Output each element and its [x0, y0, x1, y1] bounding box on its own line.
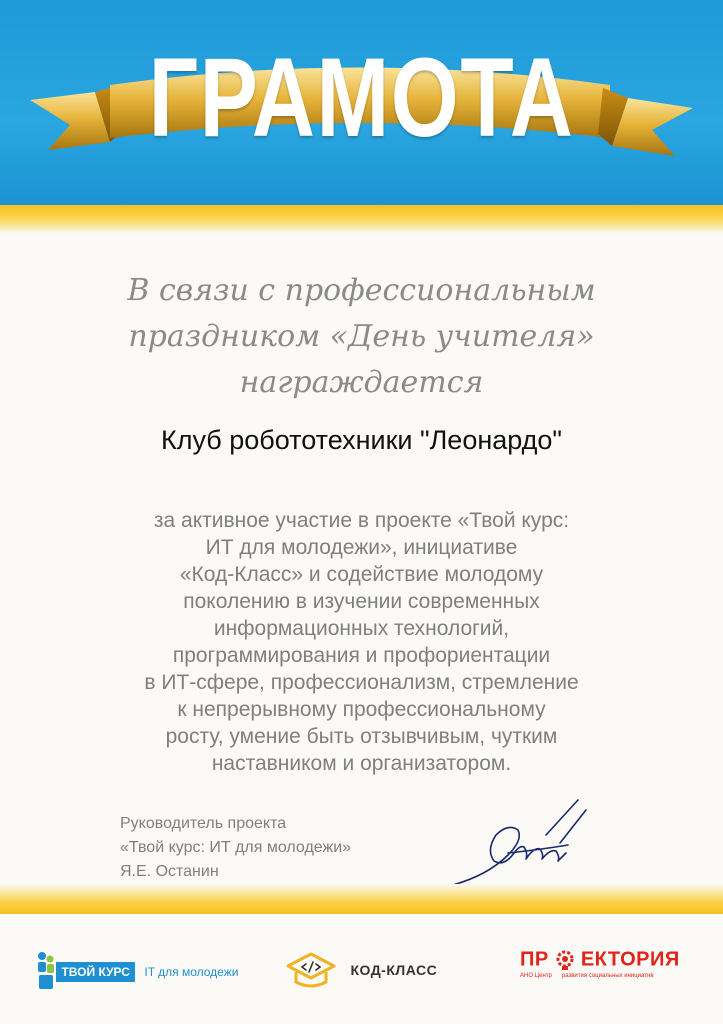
reason-line: программирования и профориентации: [172, 644, 551, 667]
logo-tvoy-kurs: [36, 950, 238, 994]
signer-project: «Твой курс: ИТ для молодежи»: [120, 839, 352, 856]
gold-stripe-top: [0, 205, 723, 233]
reason-line: поколению в изучении современных: [183, 590, 540, 613]
logo-kod-klass: [282, 948, 437, 992]
reason-line: ИТ для молодежи», инициативе: [205, 536, 518, 559]
recipient-name: Клуб робототехники "Леонардо": [160, 425, 563, 455]
reason-line: наставником и организатором.: [211, 752, 512, 775]
reason-line: за активное участие в проекте «Твой курс:: [153, 509, 570, 532]
proektoria-title: [520, 948, 680, 971]
intro-line: награждается: [239, 365, 484, 400]
intro-text: [60, 268, 663, 406]
signer-role: Руководитель проекта: [120, 815, 287, 832]
kod-klass-label: КОД-КЛАСС: [350, 962, 438, 978]
proektoria-subtitle: [520, 973, 680, 979]
award-reason: [60, 507, 663, 777]
graduation-cap-code-icon: [282, 948, 340, 992]
gold-stripe-bottom: [0, 884, 723, 914]
reason-line: к непрерывному профессиональному: [177, 698, 546, 721]
logo-proektoria: [520, 948, 680, 979]
intro-line: В связи с профессиональным: [127, 273, 596, 308]
signer-name: Я.Е. Останин: [120, 863, 219, 880]
reason-line: «Код-Класс» и содействие молодому: [179, 563, 544, 586]
proektoria-sub-left: АНО Центр: [520, 972, 552, 979]
tvoy-kurs-subtitle: IT для молодежи: [144, 965, 239, 979]
reason-line: информационных технологий,: [213, 617, 510, 640]
intro-line: праздником «День учителя»: [128, 319, 595, 354]
reason-line: в ИТ-сфере, профессионализм, стремление: [144, 671, 579, 694]
certificate-title: ГРАМОТА: [148, 35, 575, 160]
proektoria-sub-right: развития социальных инициатив: [561, 972, 654, 979]
signature-icon: [448, 795, 588, 890]
proektoria-title-right: ЕКТОРИЯ: [580, 948, 680, 971]
reason-line: росту, умение быть отзывчивым, чутким: [165, 725, 558, 748]
puzzle-people-icon: [36, 950, 58, 994]
tvoy-kurs-badge: ТВОЙ КУРС: [56, 962, 134, 982]
gear-bulb-icon: [555, 949, 575, 971]
signer-block: [120, 812, 351, 884]
proektoria-title-left: ПР: [520, 948, 549, 971]
